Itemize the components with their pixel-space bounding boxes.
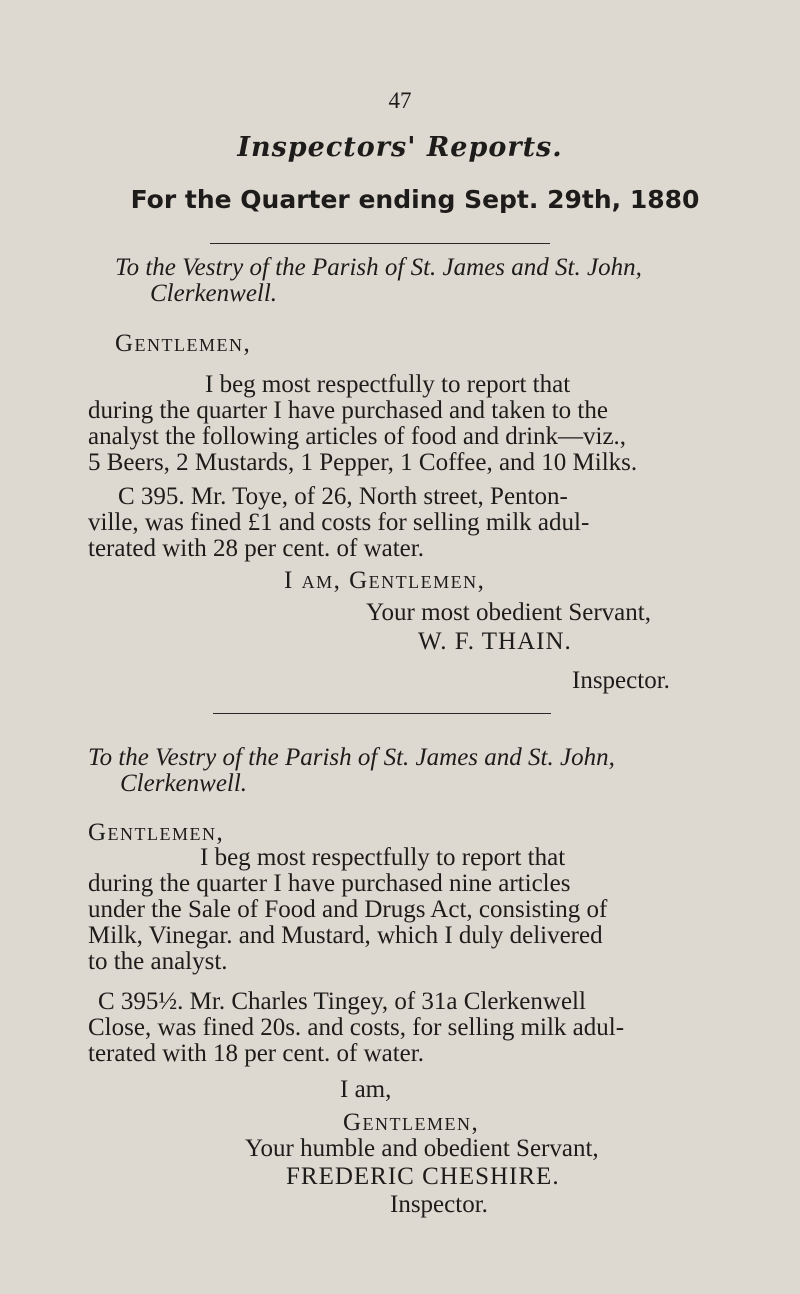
report1-address-line: Clerkenwell. [150, 280, 278, 307]
report1-title: Inspector. [572, 667, 670, 694]
report1-body-line: 5 Beers, 2 Mustards, 1 Pepper, 1 Coffee, and 10 Milks. [88, 449, 638, 476]
report2-address-line: Clerkenwell. [120, 770, 248, 797]
report1-body-line: during the quarter I have purchased and taken to the [88, 397, 608, 424]
report1-address-line: To the Vestry of the Parish of St. James and St. John, [115, 254, 642, 281]
report2-salutation: Gentlemen, [88, 819, 225, 846]
report2-body-line: terated with 18 per cent. of water. [88, 1040, 424, 1067]
report2-servant: Your humble and obedient Servant, [245, 1135, 599, 1162]
report2-closing-salutation: Gentlemen, [343, 1109, 480, 1136]
report2-body-line: C 395½. Mr. Charles Tingey, of 31a Clerkenwell [98, 988, 586, 1015]
report1-body-line: I beg most respectfully to report that [205, 371, 571, 398]
report2-signature: FREDERIC CHESHIRE. [286, 1163, 560, 1190]
section-divider [210, 243, 550, 244]
report2-title: Inspector. [390, 1191, 488, 1218]
report2-body-line: Milk, Vinegar. and Mustard, which I duly delivered [88, 922, 603, 949]
section-divider [213, 713, 551, 714]
report1-body-line: terated with 28 per cent. of water. [88, 535, 424, 562]
report2-closing: I am, [340, 1076, 392, 1103]
report1-salutation: Gentlemen, [115, 330, 252, 357]
report2-body-line: during the quarter I have purchased nine articles [88, 870, 571, 897]
report2-body-line: Close, was fined 20s. and costs, for selling milk adul- [88, 1014, 625, 1041]
report2-body-line: under the Sale of Food and Drugs Act, consisting of [88, 896, 608, 923]
report1-signature: W. F. THAIN. [418, 628, 572, 655]
page-number: 47 [388, 88, 412, 113]
report1-body-line: C 395. Mr. Toye, of 26, North street, Penton- [118, 483, 568, 510]
report1-servant: Your most obedient Servant, [366, 599, 651, 626]
page-subtitle: For the Quarter ending Sept. 29th, 1880 [130, 185, 700, 214]
report1-body-line: ville, was fined £1 and costs for selling milk adul- [88, 509, 590, 536]
report1-body-line: analyst the following articles of food and drink—viz., [88, 423, 627, 450]
page-heading: Inspectors' Reports. [237, 132, 563, 163]
report2-body-line: to the analyst. [88, 948, 228, 975]
report2-body-line: I beg most respectfully to report that [200, 844, 566, 871]
report1-closing: I am, Gentlemen, [284, 567, 486, 594]
report2-address-line: To the Vestry of the Parish of St. James and St. John, [88, 744, 615, 771]
